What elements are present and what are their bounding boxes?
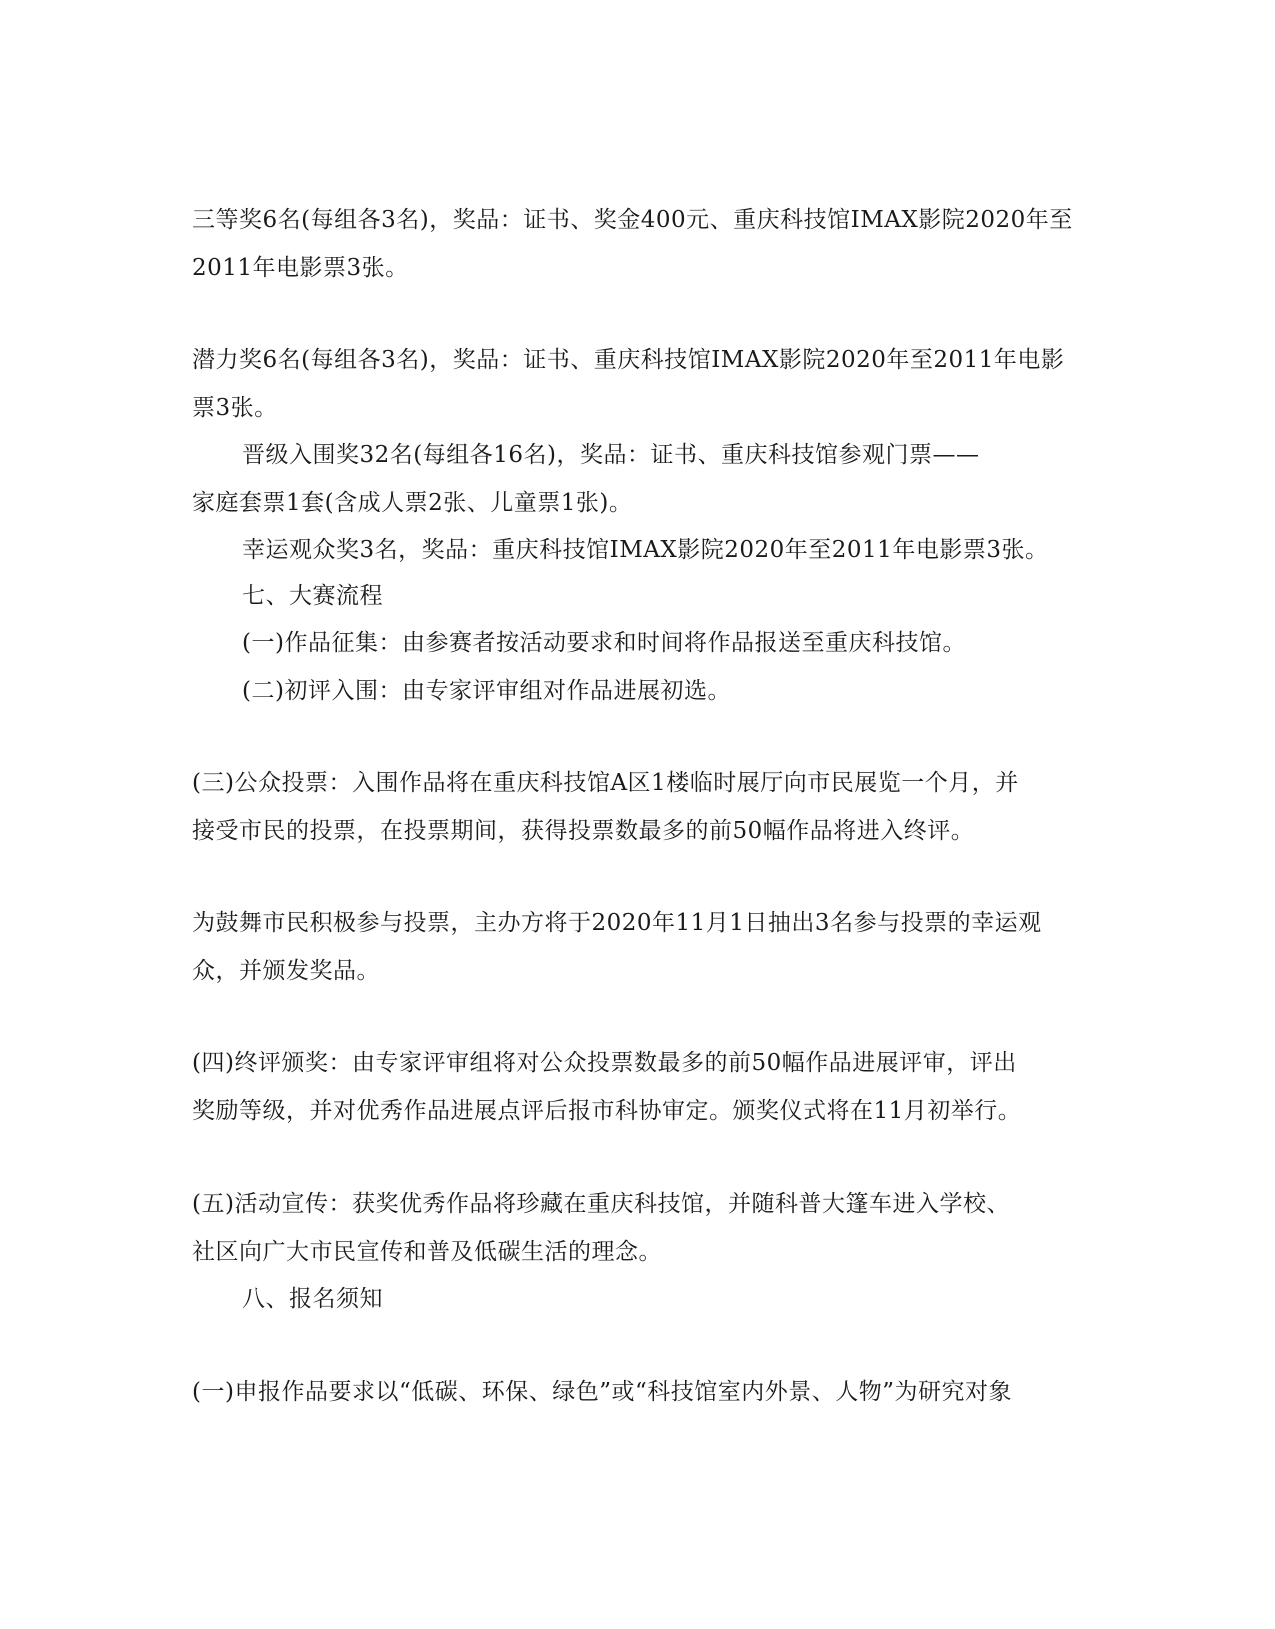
paragraph-finalist-prize-line-2: 家庭套票1套(含成人票2张、儿童票1张)。 <box>192 490 633 516</box>
paragraph-step-public-vote-line-2: 接受市民的投票，在投票期间，获得投票数最多的前50幅作品将进入终评。 <box>192 818 975 844</box>
paragraph-lucky-draw-line-1: 为鼓舞市民积极参与投票，主办方将于2020年11月1日抽出3名参与投票的幸运观 <box>192 910 1042 936</box>
section-heading-contest-process: 七、大赛流程 <box>242 583 383 609</box>
paragraph-step-final-review-line-1: (四)终评颁奖：由专家评审组将对公众投票数最多的前50幅作品进展评审，评出 <box>192 1050 1017 1076</box>
paragraph-lucky-draw-line-2: 众，并颁发奖品。 <box>192 958 380 984</box>
paragraph-step-final-review-line-2: 奖励等级，并对优秀作品进展点评后报市科协审定。颁奖仪式将在11月初举行。 <box>192 1098 1022 1124</box>
paragraph-third-prize-line-2: 2011年电影票3张。 <box>192 255 409 281</box>
section-heading-registration-notes: 八、报名须知 <box>242 1286 383 1312</box>
paragraph-potential-prize-line-1: 潜力奖6名(每组各3名)，奖品：证书、重庆科技馆IMAX影院2020年至2011年电影 <box>192 347 1065 373</box>
paragraph-step-preliminary: (二)初评入围：由专家评审组对作品进展初选。 <box>242 678 731 704</box>
paragraph-step-collection: (一)作品征集：由参赛者按活动要求和时间将作品报送至重庆科技馆。 <box>242 630 966 656</box>
paragraph-step-public-vote-line-1: (三)公众投票：入围作品将在重庆科技馆A区1楼临时展厅向市民展览一个月，并 <box>192 770 1019 796</box>
paragraph-step-publicity-line-1: (五)活动宣传：获奖优秀作品将珍藏在重庆科技馆，并随科普大篷车进入学校、 <box>192 1191 1010 1217</box>
paragraph-third-prize-line-1: 三等奖6名(每组各3名)，奖品：证书、奖金400元、重庆科技馆IMAX影院2020年至 <box>192 207 1073 233</box>
paragraph-lucky-audience-prize: 幸运观众奖3名，奖品：重庆科技馆IMAX影院2020年至2011年电影票3张。 <box>242 537 1049 563</box>
paragraph-finalist-prize-line-1: 晋级入围奖32名(每组各16名)，奖品：证书、重庆科技馆参观门票—— <box>242 442 980 468</box>
paragraph-potential-prize-line-2: 票3张。 <box>192 395 278 421</box>
paragraph-registration-requirement: (一)申报作品要求以“低碳、环保、绿色”或“科技馆室内外景、人物”为研究对象 <box>192 1379 1012 1405</box>
paragraph-step-publicity-line-2: 社区向广大市民宣传和普及低碳生活的理念。 <box>192 1239 662 1265</box>
